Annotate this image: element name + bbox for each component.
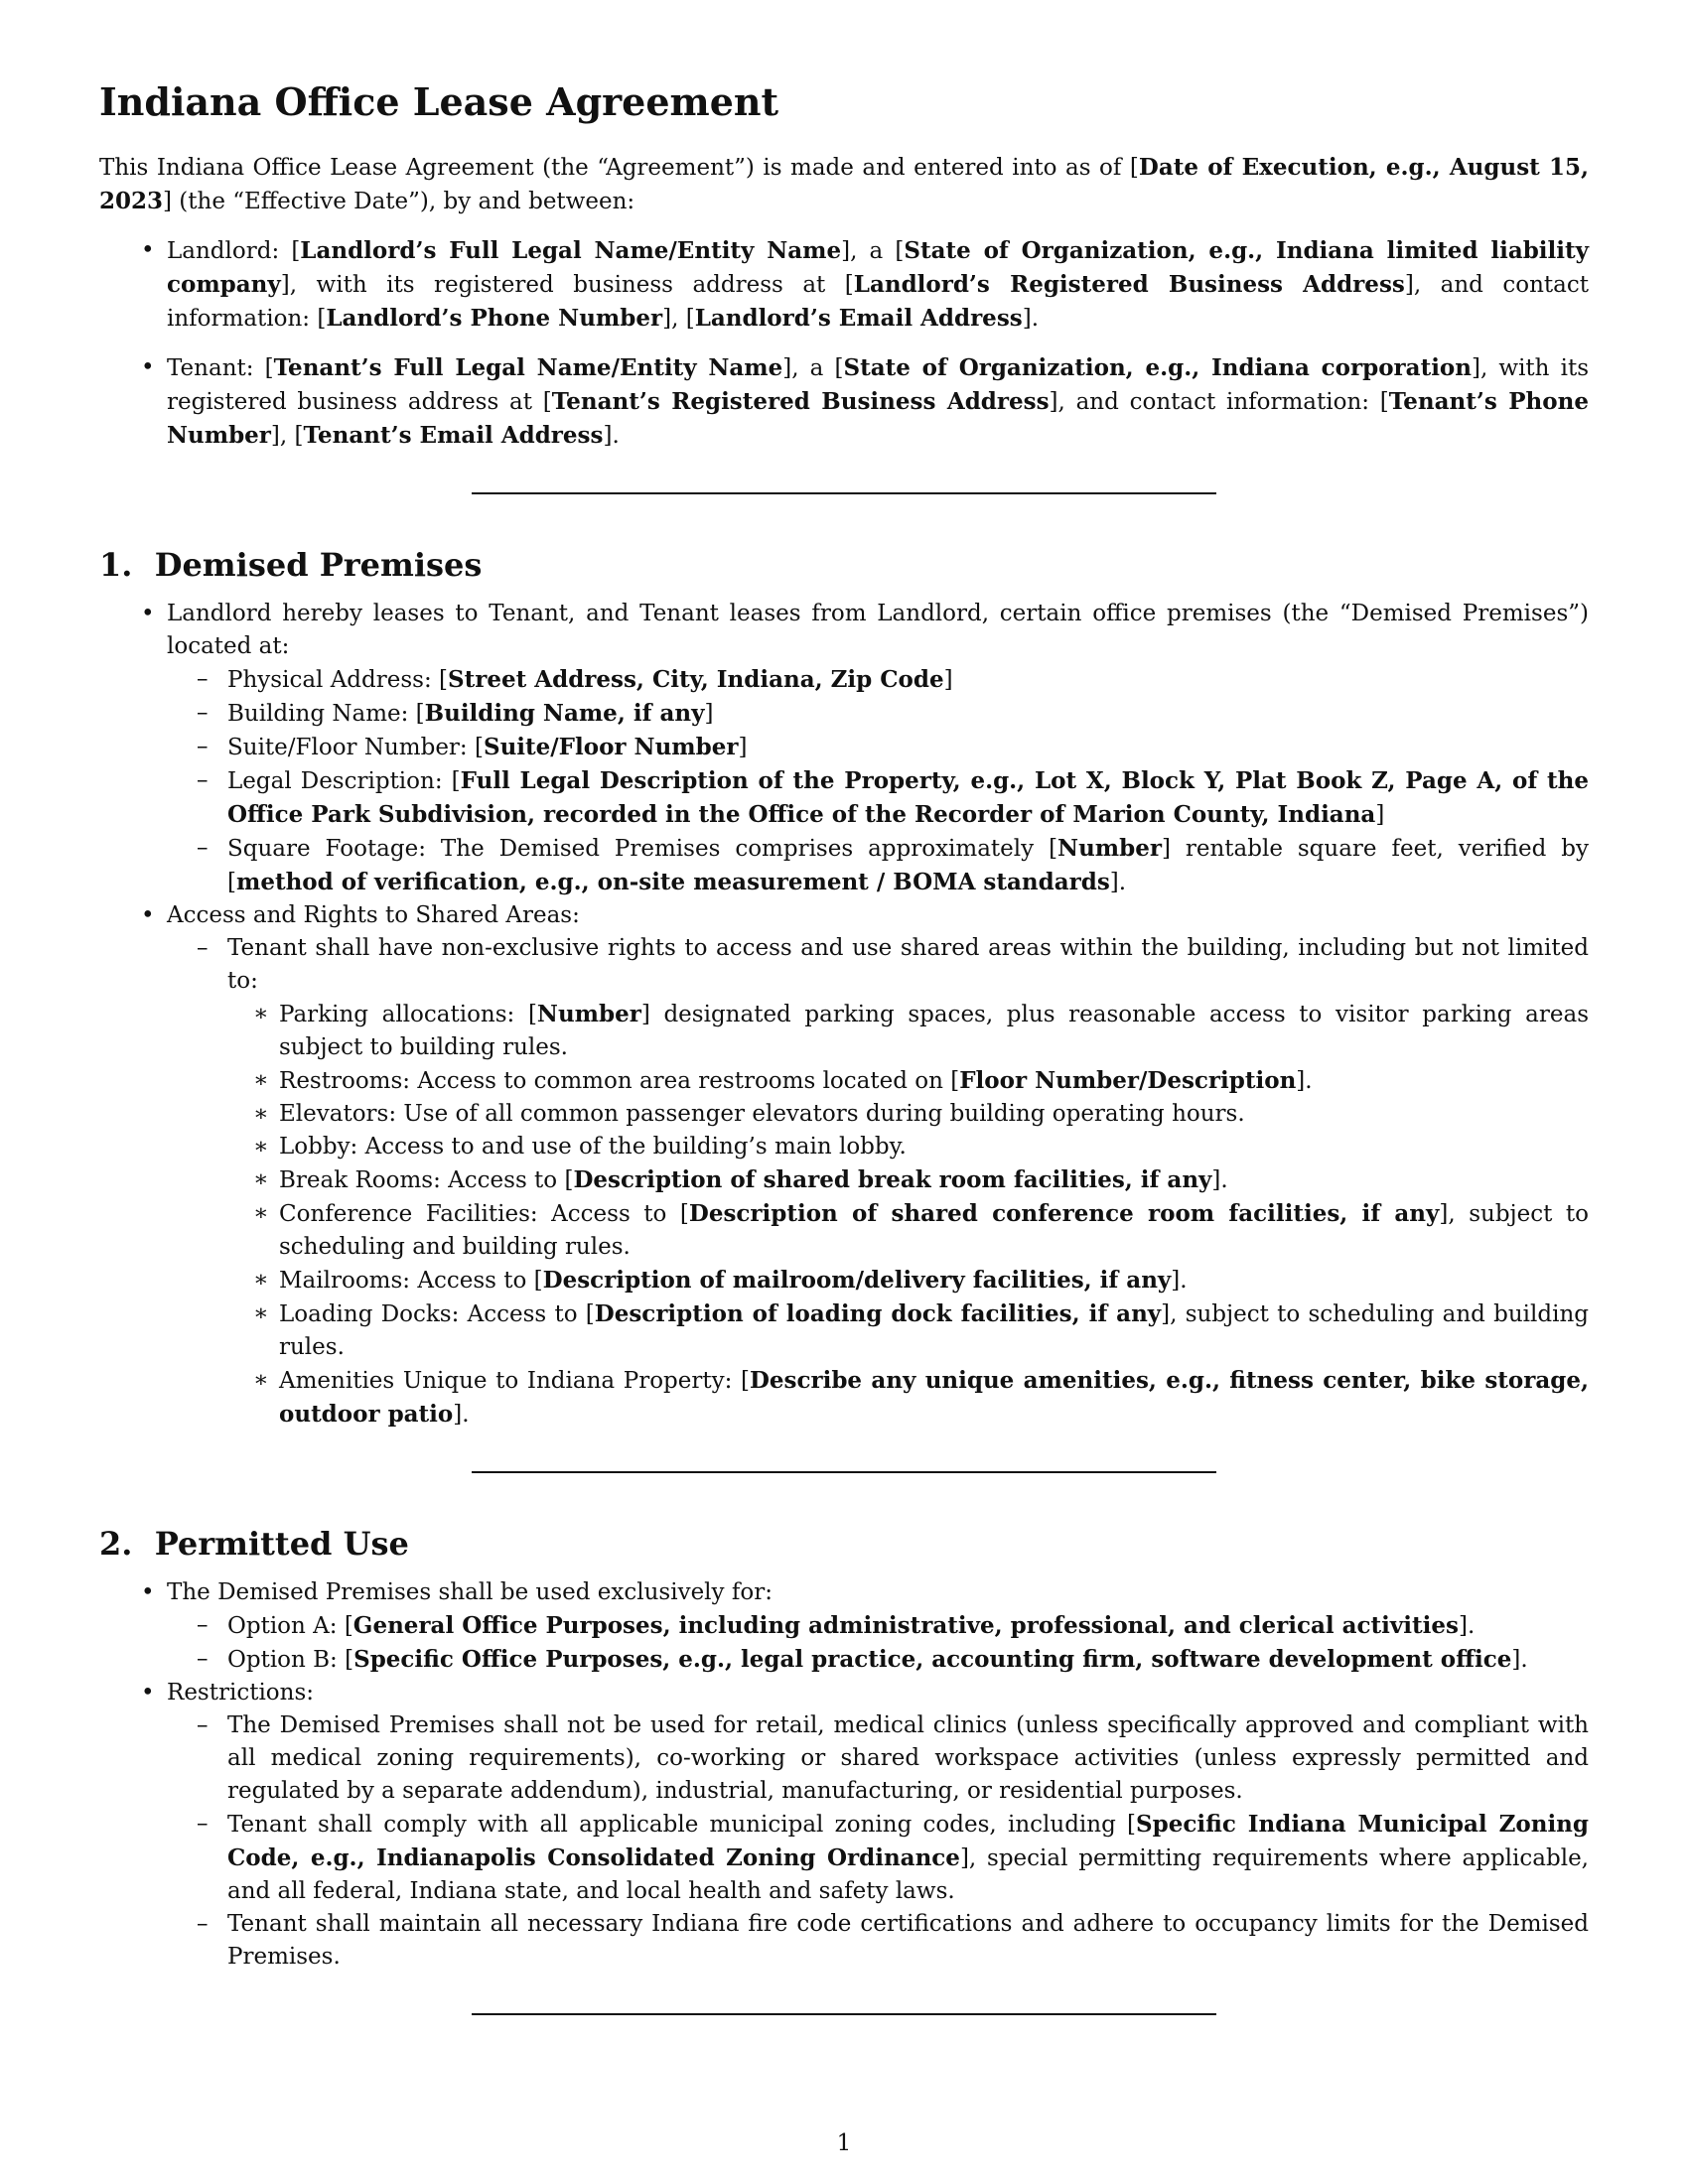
parking-item: ∗ Parking allocations: [Number] designated parking spaces, plus reasonable access to visitor parking areas subject to building rules. (227, 998, 1589, 1064)
physical-address-item: – Physical Address: [Street Address, City, Indiana, Zip Code] (167, 663, 1589, 697)
lease-grant-item: • Landlord hereby leases to Tenant, and Tenant leases from Landlord, certain office premises (the “Demised Premises”) located at: – Physical Address: [Street Address, City, Indiana, Zip Code] – Building Name: [Building Name, if any] – Suite/Floor Number: [Suite/Floor Number] – Legal Description: [Full Legal Description of the Property, e.g., Lot X, Block Y, Plat Book Z, Page A, of the Office Park Subdivision, recorded in the Office of the Recorder of Marion County, Indiana] – Square Footage: The Demised Premises comprises approximately [Number] rentable square feet, verified by [method of verification, e.g., on-site measurement / BOMA standards]. (99, 598, 1589, 899)
landlord-phone-placeholder: Landlord’s Phone Number (326, 304, 663, 332)
demised-premises-list (99, 598, 1589, 1432)
landlord-email-placeholder: Landlord’s Email Address (694, 304, 1023, 332)
option-b-item: – Option B: [Specific Office Purposes, e.g., legal practice, accounting firm, software development office]. (167, 1643, 1589, 1677)
section-heading-demised-premises: 1. Demised Premises (99, 545, 483, 584)
square-footage-item: – Square Footage: The Demised Premises comprises approximately [Number] rentable square feet, verified by [method of verification, e.g., on-site measurement / BOMA standards]. (167, 832, 1589, 899)
elevators-item: ∗ Elevators: Use of all common passenger elevators during building operating hours. (227, 1098, 1589, 1131)
use-options-list (167, 1609, 1589, 1677)
legal-description-item: – Legal Description: [Full Legal Description of the Property, e.g., Lot X, Block Y, Plat Book Z, Page A, of the Office Park Subdivision, recorded in the Office of the Recorder of Marion County, Indiana] (167, 764, 1589, 832)
premises-details-list (167, 663, 1589, 899)
intro-paragraph: This Indiana Office Lease Agreement (the “Agreement”) is made and entered into as of [Date of Execution, e.g., August 15, 2023] (the “Effective Date”), by and between: (99, 153, 1590, 214)
loading-docks-item: ∗ Loading Docks: Access to [Description of loading dock facilities, if any], subject to scheduling and building rules. (227, 1297, 1589, 1364)
restriction-uses-item: – The Demised Premises shall not be used for retail, medical clinics (unless specifically approved and compliant with all medical zoning requirements), co-working or shared workspace activities (unless expressly permitted and regulated by a separate addendum), industrial, manufacturing, or residential purposes. (167, 1709, 1589, 1808)
document-page (99, 79, 1589, 2067)
shared-areas-detail-list (227, 998, 1589, 1432)
tenant-name-placeholder: Tenant’s Full Legal Name/Entity Name (273, 353, 783, 381)
use-intro-item: • The Demised Premises shall be used exclusively for: – Option A: [General Office Purposes, including administrative, professional, and clerical activities]. – Option B: [Specific Office Purposes, e.g., legal practice, accounting firm, software development office]. (99, 1576, 1589, 1677)
building-name-item: – Building Name: [Building Name, if any] (167, 697, 1589, 731)
section-divider (472, 1471, 1216, 1473)
page-number: 1 (836, 2130, 852, 2156)
section-divider (472, 2013, 1216, 2015)
lobby-item: ∗ Lobby: Access to and use of the building’s main lobby. (227, 1131, 1589, 1163)
restriction-fire-code-item: – Tenant shall maintain all necessary Indiana fire code certifications and adhere to occupancy limits for the Demised Premises. (167, 1908, 1589, 1974)
shared-areas-list (167, 932, 1589, 1432)
landlord-name-placeholder: Landlord’s Full Legal Name/Entity Name (300, 236, 842, 264)
tenant-phone-placeholder: Tenant’s Phone Number (167, 387, 1589, 449)
tenant-state-placeholder: State of Organization, e.g., Indiana corporation (843, 353, 1472, 381)
effective-date-placeholder: Date of Execution, e.g., August 15, 2023 (99, 153, 1590, 214)
landlord-item: • Landlord: [Landlord’s Full Legal Name/Entity Name], a [State of Organization, e.g., Indiana limited liability company], with its registered business address at [Landlord’s Registered Business Address], and contact information: [Landlord’s Phone Number], [Landlord’s Email Address]. (99, 234, 1589, 336)
break-rooms-item: ∗ Break Rooms: Access to [Description of shared break room facilities, if any]. (227, 1163, 1589, 1197)
landlord-address-placeholder: Landlord’s Registered Business Address (853, 270, 1405, 298)
shared-areas-intro: – Tenant shall have non-exclusive rights to access and use shared areas within the building, including but not limited to: ∗ Parking allocations: [Number] designated parking spaces, plus reasonable access to visitor parking areas subject to building rules. ∗ Restrooms: Access to common area restrooms located on [Floor Number/Description]. ∗ Elevators: Use of all common passenger elevators during building operating hours. ∗ Lobby: Access to and use of the building’s main lobby. ∗ Break Rooms: Access to [Description of shared break room facilities, if any]. ∗ Conference Facilities: Access to [Description of shared conference room facilities, if any], subject to scheduling and building rules. ∗ Mailrooms: Access to [Description of mailroom/delivery facilities, if any]. ∗ Loading Docks: Access to [Description of loading dock facilities, if any], subject to scheduling and building rules. ∗ Amenities Unique to Indiana Property: [Describe any unique amenities, e.g., fitness center, bike storage, outdoor patio]. (167, 932, 1589, 1432)
document-title: Indiana Office Lease Agreement (99, 79, 779, 124)
shared-areas-item: • Access and Rights to Shared Areas: – Tenant shall have non-exclusive rights to access and use shared areas within the building, including but not limited to: ∗ Parking allocations: [Number] designated parking spaces, plus reasonable access to visitor parking areas subject to building rules. ∗ Restrooms: Access to common area restrooms located on [Floor Number/Description]. ∗ Elevators: Use of all common passenger elevators during building operating hours. ∗ Lobby: Access to and use of the building’s main lobby. ∗ Break Rooms: Access to [Description of shared break room facilities, if any]. ∗ Conference Facilities: Access to [Description of shared conference room facilities, if any], subject to scheduling and building rules. ∗ Mailrooms: Access to [Description of mailroom/delivery facilities, if any]. ∗ Loading Docks: Access to [Description of loading dock facilities, if any], subject to scheduling and building rules. ∗ Amenities Unique to Indiana Property: [Describe any unique amenities, e.g., fitness center, bike storage, outdoor patio]. (99, 899, 1589, 1432)
restrictions-list (167, 1709, 1589, 1974)
amenities-item: ∗ Amenities Unique to Indiana Property: [Describe any unique amenities, e.g., fitness center, bike storage, outdoor patio]. (227, 1364, 1589, 1432)
section-heading-permitted-use: 2. Permitted Use (99, 1524, 409, 1563)
tenant-email-placeholder: Tenant’s Email Address (303, 421, 604, 449)
tenant-address-placeholder: Tenant’s Registered Business Address (551, 387, 1050, 415)
tenant-item: • Tenant: [Tenant’s Full Legal Name/Entity Name], a [State of Organization, e.g., Indiana corporation], with its registered business address at [Tenant’s Registered Business Address], and contact information: [Tenant’s Phone Number], [Tenant’s Email Address]. (99, 351, 1589, 453)
restrictions-item: • Restrictions: – The Demised Premises shall not be used for retail, medical clinics (unless specifically approved and compliant with all medical zoning requirements), co-working or shared workspace activities (unless expressly permitted and regulated by a separate addendum), industrial, manufacturing, or residential purposes. – Tenant shall comply with all applicable municipal zoning codes, including [Specific Indiana Municipal Zoning Code, e.g., Indianapolis Consolidated Zoning Ordinance], special permitting requirements where applicable, and all federal, Indiana state, and local health and safety laws. – Tenant shall maintain all necessary Indiana fire code certifications and adhere to occupancy limits for the Demised Premises. (99, 1677, 1589, 1974)
suite-floor-item: – Suite/Floor Number: [Suite/Floor Number] (167, 731, 1589, 764)
restriction-zoning-item: – Tenant shall comply with all applicable municipal zoning codes, including [Specific Indiana Municipal Zoning Code, e.g., Indianapolis Consolidated Zoning Ordinance], special permitting requirements where applicable, and all federal, Indiana state, and local health and safety laws. (167, 1808, 1589, 1908)
restrooms-item: ∗ Restrooms: Access to common area restrooms located on [Floor Number/Description]. (227, 1064, 1589, 1098)
landlord-state-placeholder: State of Organization, e.g., Indiana limited liability company (167, 236, 1590, 298)
section-divider (472, 492, 1216, 494)
permitted-use-list (99, 1576, 1589, 1974)
mailrooms-item: ∗ Mailrooms: Access to [Description of mailroom/delivery facilities, if any]. (227, 1264, 1589, 1297)
parties-list (99, 234, 1589, 453)
option-a-item: – Option A: [General Office Purposes, including administrative, professional, and clerical activities]. (167, 1609, 1589, 1643)
conference-item: ∗ Conference Facilities: Access to [Description of shared conference room facilities, if any], subject to scheduling and building rules. (227, 1197, 1589, 1264)
